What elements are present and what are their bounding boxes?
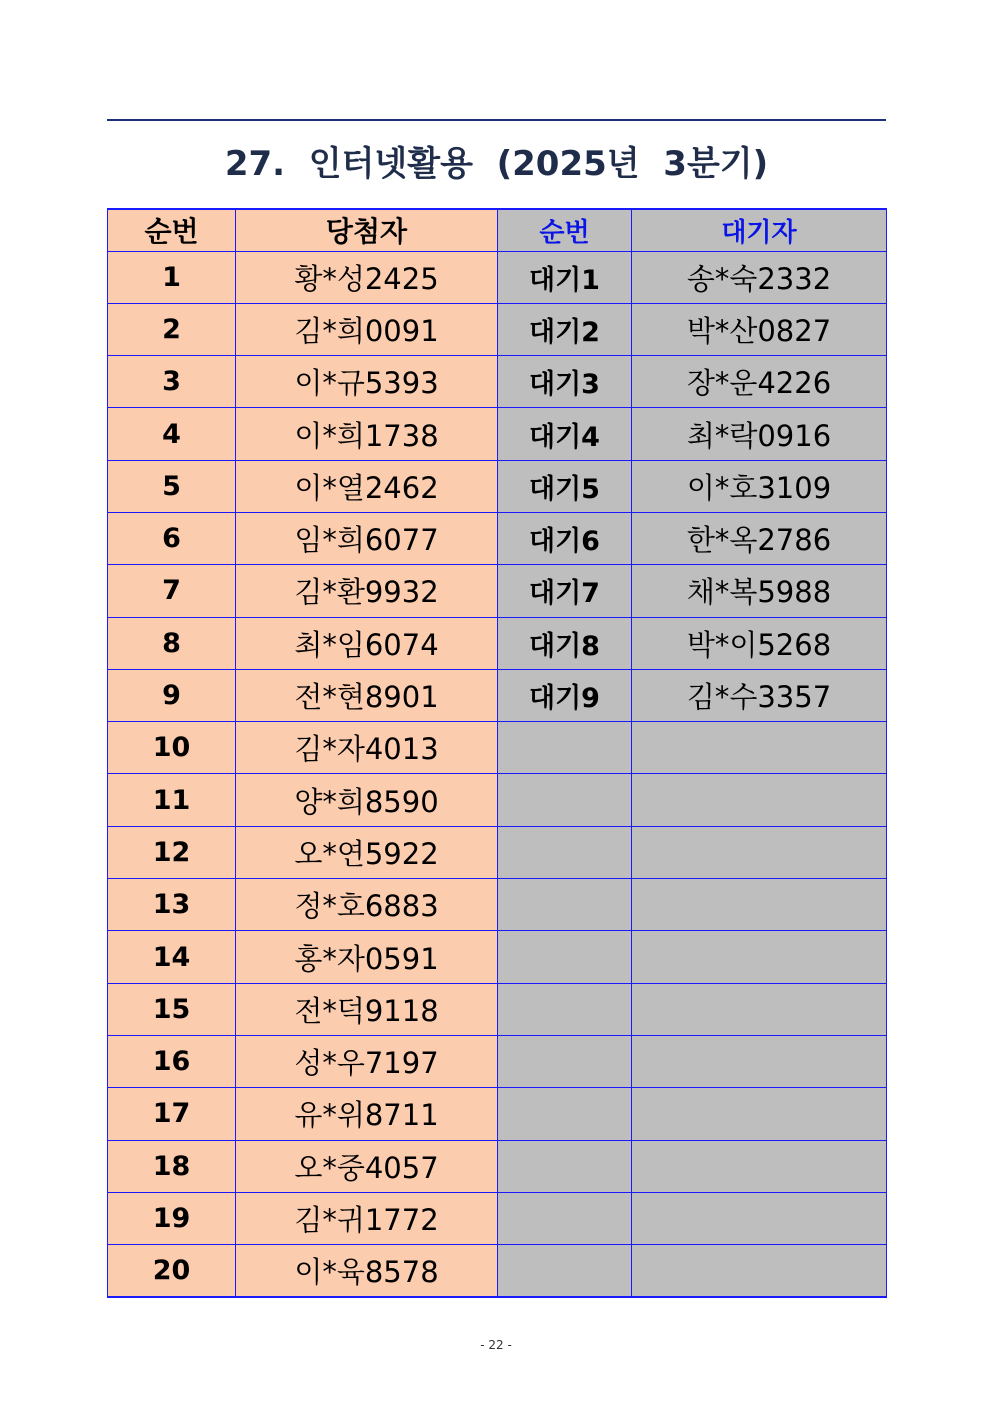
winner-number-cell: 13 <box>108 879 236 931</box>
winner-name-cell: 이*육8578 <box>236 1245 498 1297</box>
waiter-number-cell <box>498 1035 632 1087</box>
table-row <box>108 303 887 355</box>
waiter-number-cell: 대기6 <box>498 512 632 564</box>
winner-name-cell: 이*규5393 <box>236 356 498 408</box>
table-row <box>108 774 887 826</box>
result-table <box>107 208 887 1298</box>
winner-number-cell: 20 <box>108 1245 236 1297</box>
table-row <box>108 617 887 669</box>
winner-name-cell: 성*우7197 <box>236 1035 498 1087</box>
winner-number-cell: 9 <box>108 669 236 721</box>
table-row <box>108 669 887 721</box>
winner-number-cell: 5 <box>108 460 236 512</box>
waiter-name-cell: 한*옥2786 <box>632 512 887 564</box>
table-row <box>108 251 887 303</box>
winner-number-cell: 15 <box>108 983 236 1035</box>
winner-number-cell: 11 <box>108 774 236 826</box>
winner-name-cell: 이*열2462 <box>236 460 498 512</box>
top-rule <box>107 119 886 121</box>
waiter-name-cell: 박*이5268 <box>632 617 887 669</box>
waiter-number-cell <box>498 774 632 826</box>
waiter-name-cell <box>632 1140 887 1192</box>
header-winner-no: 순번 <box>108 209 236 251</box>
table-row <box>108 1192 887 1244</box>
waiter-number-cell <box>498 983 632 1035</box>
table-row <box>108 879 887 931</box>
waiter-name-cell <box>632 1088 887 1140</box>
waiter-number-cell: 대기7 <box>498 565 632 617</box>
winner-number-cell: 12 <box>108 826 236 878</box>
winner-name-cell: 전*현8901 <box>236 669 498 721</box>
waiter-name-cell <box>632 722 887 774</box>
winner-number-cell: 2 <box>108 303 236 355</box>
winner-number-cell: 6 <box>108 512 236 564</box>
waiter-name-cell: 김*수3357 <box>632 669 887 721</box>
table-row <box>108 356 887 408</box>
winner-name-cell: 홍*자0591 <box>236 931 498 983</box>
winner-number-cell: 19 <box>108 1192 236 1244</box>
waiter-name-cell: 송*숙2332 <box>632 251 887 303</box>
table-row <box>108 408 887 460</box>
waiter-number-cell: 대기8 <box>498 617 632 669</box>
page-number: - 22 - <box>480 1338 512 1352</box>
header-waiter: 대기자 <box>632 209 887 251</box>
waiter-name-cell: 장*운4226 <box>632 356 887 408</box>
waiter-number-cell <box>498 1088 632 1140</box>
winner-name-cell: 김*자4013 <box>236 722 498 774</box>
table-row <box>108 460 887 512</box>
winner-number-cell: 3 <box>108 356 236 408</box>
winner-number-cell: 8 <box>108 617 236 669</box>
waiter-name-cell <box>632 1192 887 1244</box>
waiter-name-cell: 이*호3109 <box>632 460 887 512</box>
winner-number-cell: 10 <box>108 722 236 774</box>
waiter-number-cell: 대기9 <box>498 669 632 721</box>
winner-name-cell: 오*중4057 <box>236 1140 498 1192</box>
waiter-number-cell <box>498 1192 632 1244</box>
page-title: 27. 인터넷활용 (2025년 3분기) <box>224 144 769 184</box>
header-winner: 당첨자 <box>236 209 498 251</box>
winner-name-cell: 전*덕9118 <box>236 983 498 1035</box>
waiter-name-cell <box>632 983 887 1035</box>
header-wait-no: 순번 <box>498 209 632 251</box>
waiter-name-cell <box>632 1035 887 1087</box>
waiter-name-cell <box>632 826 887 878</box>
table-row <box>108 1088 887 1140</box>
table-row <box>108 1035 887 1087</box>
table-row <box>108 565 887 617</box>
waiter-number-cell: 대기5 <box>498 460 632 512</box>
waiter-number-cell: 대기4 <box>498 408 632 460</box>
winner-number-cell: 17 <box>108 1088 236 1140</box>
waiter-name-cell <box>632 774 887 826</box>
waiter-number-cell <box>498 1140 632 1192</box>
winner-name-cell: 임*희6077 <box>236 512 498 564</box>
winner-name-cell: 오*연5922 <box>236 826 498 878</box>
waiter-number-cell: 대기2 <box>498 303 632 355</box>
table-row <box>108 1140 887 1192</box>
winner-name-cell: 최*임6074 <box>236 617 498 669</box>
winner-name-cell: 김*귀1772 <box>236 1192 498 1244</box>
waiter-name-cell: 최*락0916 <box>632 408 887 460</box>
table-header-row <box>108 209 887 251</box>
waiter-number-cell <box>498 879 632 931</box>
waiter-name-cell: 채*복5988 <box>632 565 887 617</box>
winner-name-cell: 유*위8711 <box>236 1088 498 1140</box>
waiter-number-cell <box>498 722 632 774</box>
winner-name-cell: 김*희0091 <box>236 303 498 355</box>
winner-name-cell: 김*환9932 <box>236 565 498 617</box>
winner-name-cell: 정*호6883 <box>236 879 498 931</box>
table-row <box>108 931 887 983</box>
winner-name-cell: 황*성2425 <box>236 251 498 303</box>
waiter-number-cell <box>498 931 632 983</box>
winner-number-cell: 7 <box>108 565 236 617</box>
table-row <box>108 722 887 774</box>
waiter-name-cell: 박*산0827 <box>632 303 887 355</box>
waiter-name-cell <box>632 879 887 931</box>
waiter-number-cell: 대기1 <box>498 251 632 303</box>
winner-number-cell: 4 <box>108 408 236 460</box>
waiter-name-cell <box>632 1245 887 1297</box>
winner-number-cell: 18 <box>108 1140 236 1192</box>
table-row <box>108 1245 887 1297</box>
waiter-number-cell <box>498 1245 632 1297</box>
winner-name-cell: 이*희1738 <box>236 408 498 460</box>
waiter-name-cell <box>632 931 887 983</box>
table-row <box>108 826 887 878</box>
table-row <box>108 512 887 564</box>
winner-number-cell: 14 <box>108 931 236 983</box>
winner-number-cell: 16 <box>108 1035 236 1087</box>
waiter-number-cell <box>498 826 632 878</box>
waiter-number-cell: 대기3 <box>498 356 632 408</box>
winner-name-cell: 양*희8590 <box>236 774 498 826</box>
winner-number-cell: 1 <box>108 251 236 303</box>
table-row <box>108 983 887 1035</box>
